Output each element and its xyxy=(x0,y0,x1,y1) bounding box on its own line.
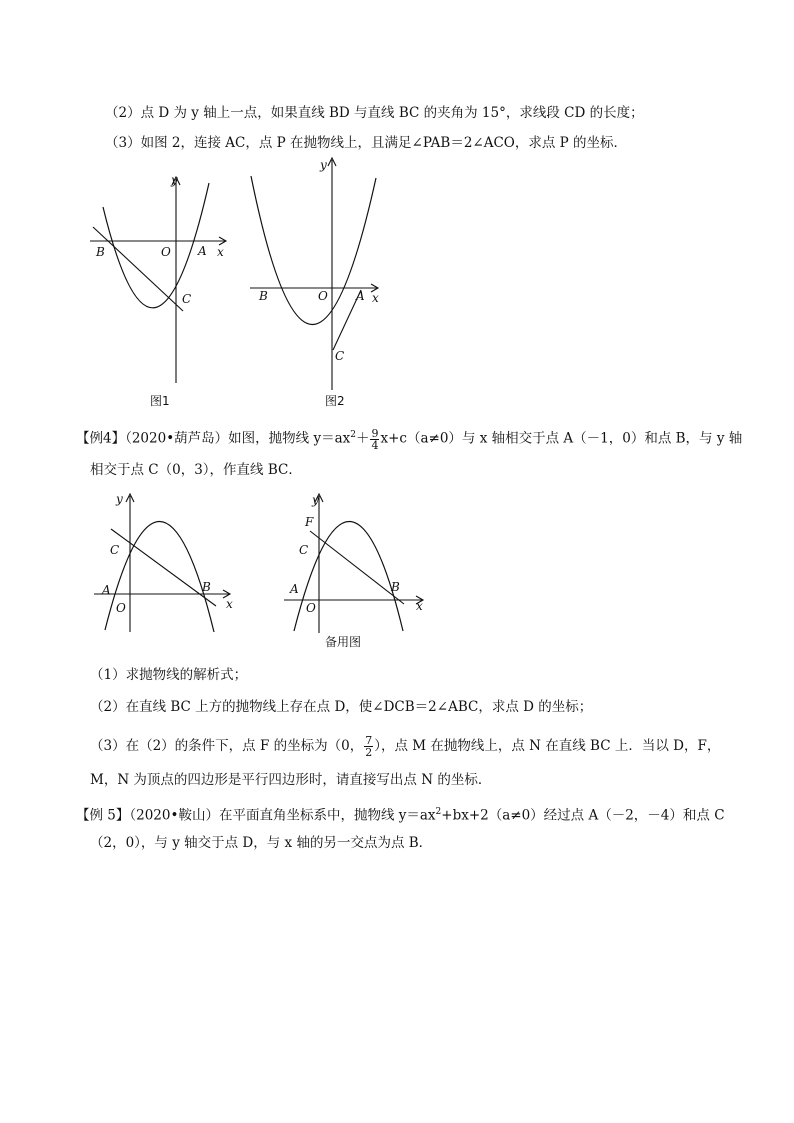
figure-3 xyxy=(92,488,242,638)
example-5-line-1: 【例 5】（2020•鞍山）在平面直角坐标系中，抛物线 $y=ax^2+bx+2(a\ne 0)$经过点 A（－2，－4）和点 C xyxy=(76,807,725,824)
fraction-9-4: $\frac{9}{4}$ xyxy=(371,426,379,452)
fig1-label-A: A xyxy=(198,244,207,258)
part-2: （2）在直线 BC 上方的抛物线上存在点 D，使∠DCB＝2∠ABC，求点 D 的坐标； xyxy=(90,699,593,715)
fig3-label-x: x xyxy=(226,597,233,611)
fig4-label-C: C xyxy=(299,543,309,557)
fig3-label-A: A xyxy=(102,583,111,597)
fig1-label-O: O xyxy=(161,245,171,259)
question-3: （3）如图 2，连接 AC，点 P 在抛物线上，且满足∠PAB＝2∠ACO，求点 P 的坐标． xyxy=(105,135,628,151)
fig1-label-y: y xyxy=(171,173,178,187)
fig4-label-B: B xyxy=(391,580,400,594)
fig3-label-B: B xyxy=(202,580,211,594)
fig2-label-B: B xyxy=(259,289,268,303)
fig1-label-C: C xyxy=(182,292,192,306)
fig3-label-O: O xyxy=(116,601,126,615)
fig1-label-x: x xyxy=(217,245,224,259)
example-4-line-1: 【例4】（2020•葫芦岛）如图，抛物线 $y=ax^2+$ $\frac{9}{4}$ x+c（a≠0）与 x 轴相交于点 A（－1，0）和点 B，与 y 轴 xyxy=(76,426,743,452)
part-3-line-1: （3）在（2）的条件下，点 F 的坐标为（0， $\frac{7}{2}$ ），点 M 在抛物线上，点 N 在直线 BC 上．当以 D，F， xyxy=(90,734,721,759)
fig2-label-x: x xyxy=(372,291,379,305)
fig2-label-A: A xyxy=(356,289,365,303)
question-2: （2）点 D 为 y 轴上一点，如果直线 BD 与直线 BC 的夹角为 15°，求线段 CD 的长度； xyxy=(105,105,644,121)
figure-1 xyxy=(85,165,235,415)
fig2-caption: 图2 xyxy=(325,394,345,408)
fig4-label-y: y xyxy=(312,493,319,507)
fig4-caption: 备用图 xyxy=(325,635,362,649)
example-5-line-2: （2，0），与 y 轴交于点 D，与 x 轴的另一交点为点 B． xyxy=(90,835,433,851)
example-4-line-2: 相交于点 C（0，3），作直线 BC． xyxy=(90,462,302,478)
fig2-label-O: O xyxy=(318,289,328,303)
fig3-label-C: C xyxy=(110,543,120,557)
fraction-7-2: $\frac{7}{2}$ xyxy=(365,734,373,759)
fig2-label-C: C xyxy=(335,349,345,363)
fig4-label-x: x xyxy=(416,599,423,613)
fig2-label-y: y xyxy=(320,158,327,172)
fig1-caption: 图1 xyxy=(150,394,170,408)
fig4-label-O: O xyxy=(306,601,316,615)
fig1-label-B: B xyxy=(96,245,105,259)
figure-2 xyxy=(245,152,395,417)
fig4-label-F: F xyxy=(305,515,314,529)
part-3-line-2: M，N 为顶点的四边形是平行四边形时，请直接写出点 N 的坐标． xyxy=(90,772,492,788)
fig4-label-A: A xyxy=(290,582,299,596)
figure-4 xyxy=(282,488,432,653)
part-1: （1）求抛物线的解析式； xyxy=(90,667,248,683)
fig3-label-y: y xyxy=(116,492,123,506)
